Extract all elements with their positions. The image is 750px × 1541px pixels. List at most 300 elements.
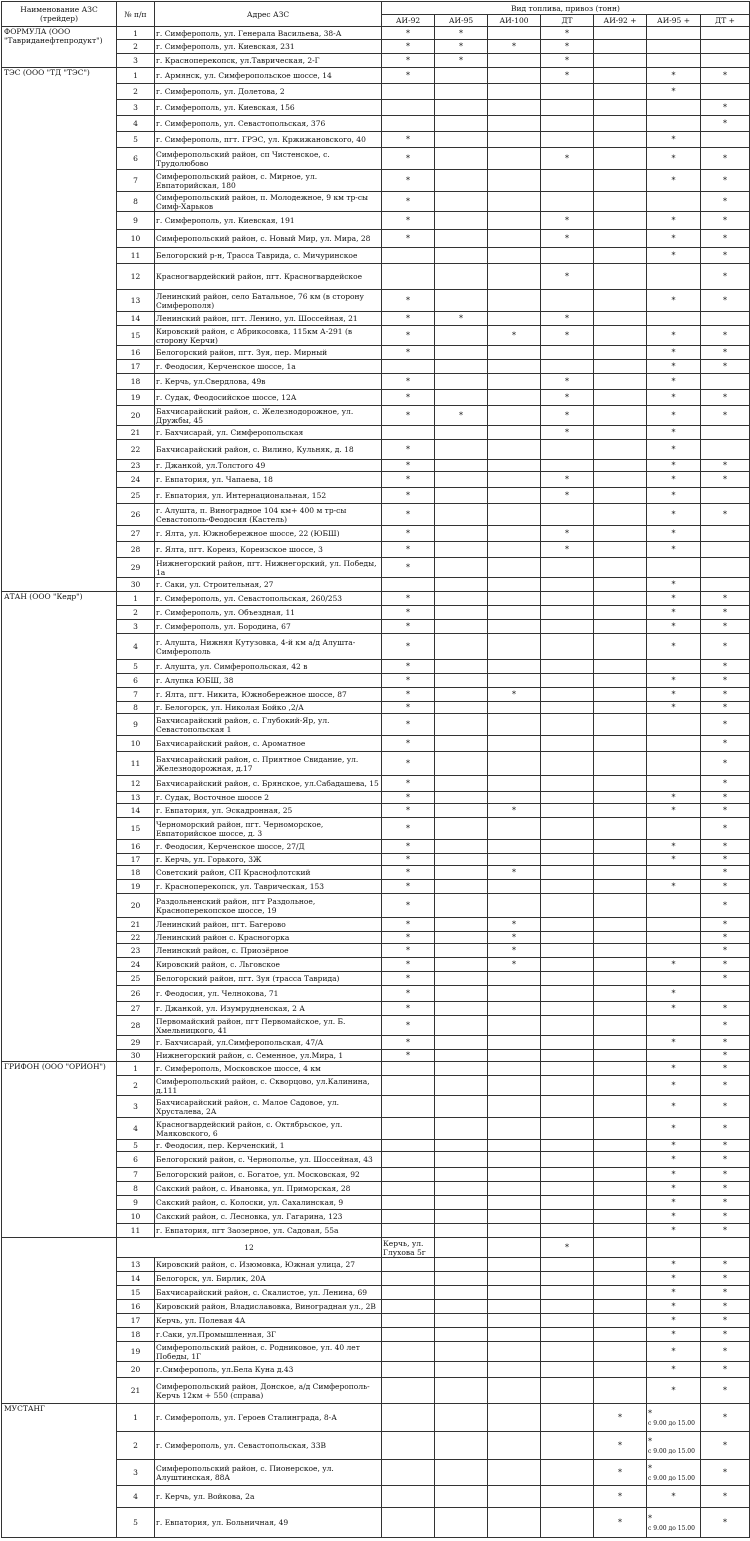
fuel-cell-2: [488, 792, 541, 804]
fuel-cell-0: *: [382, 894, 435, 918]
fuel-cell-3: [541, 460, 594, 472]
row-number: 5: [117, 1508, 155, 1538]
row-address: г. Евпатория, ул. Чапаева, 18: [155, 472, 382, 488]
row-number: 18: [117, 866, 155, 880]
fuel-cell-3: [541, 660, 594, 674]
fuel-cell-4: [594, 592, 647, 606]
operator-name: ГРИФОН (ООО "ОРИОН"): [2, 1062, 117, 1238]
fuel-cell-3: [541, 1140, 594, 1152]
fuel-cell-3: [541, 1182, 594, 1196]
fuel-cell-1: [435, 374, 488, 390]
fuel-cell-0: *: [382, 230, 435, 248]
fuel-cell-5: *: [647, 460, 701, 472]
table-body: [2, 27, 750, 1538]
fuel-cell-0: *: [382, 558, 435, 578]
fuel-cell-0: [382, 100, 435, 116]
operator-name: ТЭС (ООО "ТД "ТЭС"): [2, 68, 117, 592]
fuel-cell-2: [488, 1238, 541, 1258]
fuel-cell-2: [488, 1378, 541, 1404]
operator-name: ФОРМУЛА (ООО "Тавриданефтепродукт"): [2, 27, 117, 68]
fuel-cell-4: [594, 986, 647, 1002]
header-address: Адрес АЗС: [155, 2, 382, 27]
fuel-cell-0: *: [382, 880, 435, 894]
fuel-cell-2: [488, 840, 541, 854]
row-address: Кировский район, с. Изюмовка, Южная улица, 27: [155, 1258, 382, 1272]
fuel-cell-0: *: [382, 776, 435, 792]
fuel-cell-6: *: [701, 346, 750, 360]
row-address: Белогорский район, с. Чернополье, ул. Шоссейная, 43: [155, 1152, 382, 1168]
fuel-cell-1: [435, 1362, 488, 1378]
fuel-cell-3: [541, 1300, 594, 1314]
row-address: г. Алушта, ул. Симферопольская, 42 в: [155, 660, 382, 674]
row-number: 8: [117, 192, 155, 212]
row-number: 29: [117, 1036, 155, 1050]
fuel-cell-6: [701, 558, 750, 578]
fuel-cell-5: *: [647, 248, 701, 264]
fuel-cell-5: *: [647, 578, 701, 592]
fuel-cell-3: [541, 1258, 594, 1272]
row-address: г. Красноперекопск, ул. Таврическая, 153: [155, 880, 382, 894]
row-number: 7: [117, 170, 155, 192]
fuel-cell-2: [488, 100, 541, 116]
fuel-cell-2: [488, 558, 541, 578]
fuel-cell-4: [594, 1118, 647, 1140]
fuel-cell-3: [541, 1118, 594, 1140]
fuel-cell-5: [647, 866, 701, 880]
fuel-cell-2: [488, 1314, 541, 1328]
fuel-cell-2: [488, 986, 541, 1002]
fuel-cell-3: [541, 1378, 594, 1404]
fuel-cell-6: [701, 986, 750, 1002]
fuel-cell-0: [382, 1168, 435, 1182]
row-address: Ленинский район, село Батальное, 76 км (в сторону Симферополя): [155, 290, 382, 312]
row-address: Бахчисарайский район, с. Брянское, ул.Сабадашева, 15: [155, 776, 382, 792]
fuel-cell-0: *: [382, 702, 435, 714]
fuel-cell-5: *: [647, 488, 701, 504]
row-address: Кировский район, с Абрикосовка, 115км А-291 (в сторону Керчи): [155, 326, 382, 346]
fuel-cell-2: [488, 894, 541, 918]
fuel-cell-2: [488, 1076, 541, 1096]
fuel-cell-3: [541, 986, 594, 1002]
fuel-cell-1: [435, 1036, 488, 1050]
row-number: 19: [117, 880, 155, 894]
fuel-cell-3: [541, 1342, 594, 1362]
row-number: 4: [117, 634, 155, 660]
row-address: г. Евпатория, ул. Больничная, 49: [155, 1508, 382, 1538]
fuel-cell-6: *: [701, 1096, 750, 1118]
fuel-cell-4: [594, 1362, 647, 1378]
fuel-cell-5: *: [647, 148, 701, 170]
fuel-cell-6: *: [701, 1286, 750, 1300]
row-address: г.Саки, ул.Промышленная, 3Г: [155, 1328, 382, 1342]
row-address: г. Симферополь, ул. Долетова, 2: [155, 84, 382, 100]
fuel-cell-1: [435, 440, 488, 460]
fuel-cell-4: [594, 1300, 647, 1314]
row-address: Бахчисарайский район, с. Приятное Свидание, ул. Железнодорожная, д.17: [155, 752, 382, 776]
fuel-cell-3: *: [541, 472, 594, 488]
fuel-cell-2: [488, 1096, 541, 1118]
fuel-cell-5: *: [647, 440, 701, 460]
row-number: 7: [117, 1168, 155, 1182]
row-number: 3: [117, 100, 155, 116]
fuel-cell-1: [435, 504, 488, 526]
fuel-cell-1: [435, 818, 488, 840]
fuel-cell-6: [701, 312, 750, 326]
fuel-cell-1: [435, 932, 488, 944]
fuel-cell-5: [647, 932, 701, 944]
fuel-cell-0: *: [382, 752, 435, 776]
fuel-cell-3: [541, 1486, 594, 1508]
fuel-cell-1: *: [435, 312, 488, 326]
fuel-cell-1: [435, 1016, 488, 1036]
row-address: Бахчисарайский район, с. Глубокий-Яр, ул. Севастопольская 1: [155, 714, 382, 736]
fuel-cell-5: [647, 660, 701, 674]
fuel-cell-2: [488, 1362, 541, 1378]
row-address: Бахчисарайский район, с. Скалистое, ул. Ленина, 69: [155, 1286, 382, 1300]
fuel-cell-4: [594, 68, 647, 84]
fuel-cell-1: [435, 472, 488, 488]
fuel-cell-5: *: [647, 606, 701, 620]
fuel-cell-6: *: [701, 932, 750, 944]
fuel-cell-5: *: [647, 390, 701, 406]
fuel-cell-4: [594, 854, 647, 866]
table-row: [2, 592, 750, 606]
fuel-cell-3: [541, 840, 594, 854]
fuel-cell-2: *: [488, 688, 541, 702]
fuel-cell-4: [594, 1314, 647, 1328]
fuel-cell-2: [488, 248, 541, 264]
fuel-cell-4: [594, 1238, 647, 1258]
fuel-cell-3: *: [541, 390, 594, 406]
fuel-cell-4: [594, 248, 647, 264]
row-address: г. Феодосия, Керченское шоссе, 27/Д: [155, 840, 382, 854]
fuel-cell-2: [488, 426, 541, 440]
fuel-cell-1: [435, 804, 488, 818]
fuel-cell-2: [488, 504, 541, 526]
fuel-cell-5: *: [647, 1272, 701, 1286]
row-number: 16: [117, 1300, 155, 1314]
row-number: 15: [117, 1286, 155, 1300]
fuel-cell-0: *: [382, 986, 435, 1002]
fuel-cell-3: [541, 1272, 594, 1286]
fuel-cell-4: [594, 360, 647, 374]
fuel-cell-4: [594, 894, 647, 918]
row-address: Раздольненский район, пгт Раздольное, Красноперекопское шоссе, 19: [155, 894, 382, 918]
fuel-cell-3: *: [541, 426, 594, 440]
operator-name: МУСТАНГ: [2, 1404, 117, 1538]
row-number: 30: [117, 578, 155, 592]
fuel-cell-4: [594, 1140, 647, 1152]
fuel-cell-6: *: [701, 840, 750, 854]
row-address: г. Симферополь, ул. Объездная, 11: [155, 606, 382, 620]
fuel-cell-3: [541, 854, 594, 866]
fuel-cell-3: *: [541, 406, 594, 426]
fuel-cell-0: *: [382, 634, 435, 660]
row-number: 5: [117, 1140, 155, 1152]
fuel-cell-4: [594, 1062, 647, 1076]
fuel-cell-4: [594, 1096, 647, 1118]
fuel-cell-0: *: [382, 1016, 435, 1036]
fuel-cell-4: [594, 558, 647, 578]
fuel-cell-6: [701, 488, 750, 504]
fuel-cell-3: *: [541, 374, 594, 390]
fuel-cell-0: [382, 1272, 435, 1286]
fuel-cell-0: *: [382, 818, 435, 840]
fuel-cell-3: [541, 1432, 594, 1460]
fuel-cell-3: [541, 132, 594, 148]
fuel-cell-3: [541, 674, 594, 688]
row-number: 29: [117, 558, 155, 578]
fuel-cell-2: [488, 1210, 541, 1224]
fuel-cell-0: *: [382, 542, 435, 558]
fuel-cell-5: [647, 558, 701, 578]
fuel-cell-1: [435, 558, 488, 578]
fuel-cell-1: [435, 1460, 488, 1486]
row-address: г. Судак, Феодосийское шоссе, 12А: [155, 390, 382, 406]
fuel-cell-5: *: [647, 880, 701, 894]
fuel-cell-2: *: [488, 804, 541, 818]
fuel-cell-0: *: [382, 854, 435, 866]
fuel-cell-2: [488, 1182, 541, 1196]
fuel-cell-2: [488, 634, 541, 660]
row-address: г. Алушта, Нижняя Кутузовка, 4-й км а/д Алушта- Симферополь: [155, 634, 382, 660]
row-number: 17: [117, 1314, 155, 1328]
fuel-cell-3: *: [541, 1238, 594, 1258]
fuel-cell-1: [435, 1300, 488, 1314]
fuel-cell-5: *: [647, 1036, 701, 1050]
fuel-cell-4: [594, 606, 647, 620]
fuel-cell-0: [382, 1224, 435, 1238]
fuel-cell-2: [488, 54, 541, 68]
fuel-cell-4: [594, 1036, 647, 1050]
fuel-cell-4: [594, 488, 647, 504]
row-address: г. Белогорск, ул. Николая Бойко ,2/А: [155, 702, 382, 714]
fuel-cell-4: [594, 290, 647, 312]
fuel-cell-2: *: [488, 944, 541, 958]
fuel-cell-4: *: [594, 1432, 647, 1460]
row-address: Советский район, СП Краснофлотский: [155, 866, 382, 880]
fuel-cell-3: [541, 192, 594, 212]
fuel-cell-4: [594, 932, 647, 944]
row-address: Ленинский район, пгт. Багерово: [155, 918, 382, 932]
fuel-cell-0: [382, 248, 435, 264]
fuel-cell-0: [382, 1300, 435, 1314]
row-number: 1: [117, 27, 155, 40]
fuel-cell-1: *: [435, 406, 488, 426]
row-number: 25: [117, 972, 155, 986]
fuel-cell-0: *: [382, 27, 435, 40]
header-fuel-2: АИ-100: [488, 15, 541, 27]
fuel-cell-4: [594, 660, 647, 674]
fuel-cell-0: [382, 1062, 435, 1076]
fuel-cell-3: [541, 688, 594, 702]
fuel-cell-6: *: [701, 1182, 750, 1196]
fuel-cell-5: *: [647, 1002, 701, 1016]
fuel-cell-5: *: [647, 1076, 701, 1096]
fuel-cell-4: [594, 1152, 647, 1168]
fuel-cell-4: [594, 972, 647, 986]
fuel-cell-6: *: [701, 972, 750, 986]
row-number: 2: [117, 40, 155, 54]
row-number: 26: [117, 504, 155, 526]
fuel-cell-4: [594, 148, 647, 170]
row-address: г. Саки, ул. Строительная, 27: [155, 578, 382, 592]
row-number: 10: [117, 1210, 155, 1224]
fuel-cell-2: [488, 488, 541, 504]
fuel-cell-2: [488, 1508, 541, 1538]
fuel-cell-3: [541, 1508, 594, 1538]
fuel-cell-5: *: [647, 472, 701, 488]
fuel-cell-6: [701, 84, 750, 100]
row-address: Белогорский район, пгт. Зуя (трасса Таврида): [155, 972, 382, 986]
fuel-cell-1: [435, 542, 488, 558]
fuel-cell-0: [382, 1076, 435, 1096]
fuel-cell-6: *: [701, 230, 750, 248]
fuel-cell-1: [435, 944, 488, 958]
row-number: 18: [117, 1328, 155, 1342]
fuel-cell-4: [594, 460, 647, 472]
fuel-cell-4: [594, 736, 647, 752]
fuel-cell-2: [488, 440, 541, 460]
fuel-cell-1: [435, 1258, 488, 1272]
fuel-cell-2: [488, 346, 541, 360]
fuel-cell-1: [435, 688, 488, 702]
fuel-cell-5: *: [647, 1286, 701, 1300]
fuel-cell-6: *: [701, 776, 750, 792]
row-address: г.Симферополь, ул.Бела Куна д.43: [155, 1362, 382, 1378]
fuel-cell-0: [382, 360, 435, 374]
fuel-cell-6: *: [701, 688, 750, 702]
fuel-cell-4: [594, 866, 647, 880]
row-number: 6: [117, 1152, 155, 1168]
fuel-cell-4: *: [594, 1508, 647, 1538]
row-number: 12: [117, 264, 155, 290]
fuel-cell-5: *: [647, 374, 701, 390]
row-number: 12: [117, 1238, 382, 1258]
fuel-cell-3: [541, 792, 594, 804]
fuel-cell-2: [488, 1342, 541, 1362]
fuel-cell-6: *: [701, 504, 750, 526]
row-number: 14: [117, 1272, 155, 1286]
fuel-cell-2: [488, 1328, 541, 1342]
fuel-cell-2: [488, 702, 541, 714]
fuel-cell-6: *: [701, 880, 750, 894]
fuel-cell-4: [594, 804, 647, 818]
row-number: 3: [117, 1460, 155, 1486]
fuel-cell-6: [701, 27, 750, 40]
fuel-cell-6: *: [701, 918, 750, 932]
fuel-cell-6: *: [701, 1432, 750, 1460]
row-address: Бахчисарайский район, с. Малое Садовое, ул. Хрусталева, 2А: [155, 1096, 382, 1118]
fuel-cell-5: *: [647, 1258, 701, 1272]
row-address: г. Симферополь, пгт. ГРЭС, ул. Кржижановского, 40: [155, 132, 382, 148]
fuel-cell-3: *: [541, 68, 594, 84]
row-address: г. Симферополь, ул. Севастопольская, 260/253: [155, 592, 382, 606]
fuel-cell-0: *: [382, 312, 435, 326]
fuel-cell-6: *: [701, 472, 750, 488]
fuel-cell-6: [701, 54, 750, 68]
fuel-cell-4: [594, 1076, 647, 1096]
fuel-cell-6: *: [701, 1118, 750, 1140]
fuel-cell-0: [382, 1096, 435, 1118]
fuel-cell-6: [701, 440, 750, 460]
fuel-cell-6: *: [701, 1314, 750, 1328]
fuel-cell-1: [435, 660, 488, 674]
fuel-cell-6: *: [701, 1002, 750, 1016]
fuel-cell-0: [382, 1118, 435, 1140]
fuel-cell-1: *: [435, 27, 488, 40]
fuel-cell-3: *: [541, 230, 594, 248]
row-number: 14: [117, 312, 155, 326]
row-number: 6: [117, 674, 155, 688]
row-number: 30: [117, 1050, 155, 1062]
row-address: г. Симферополь, ул. Севастопольская, 33В: [155, 1432, 382, 1460]
row-address: Керчь, ул. Полевая 4А: [155, 1314, 382, 1328]
fuel-cell-4: [594, 714, 647, 736]
fuel-cell-3: [541, 558, 594, 578]
fuel-cell-4: [594, 54, 647, 68]
fuel-cell-0: *: [382, 290, 435, 312]
row-number: 3: [117, 1096, 155, 1118]
row-number: 27: [117, 526, 155, 542]
fuel-cell-5: *: [647, 804, 701, 818]
fuel-cell-5: [647, 894, 701, 918]
fuel-cell-3: [541, 880, 594, 894]
row-address: г. Симферополь, ул. Бородина, 67: [155, 620, 382, 634]
row-address: Симферопольский район, п. Молодежное, 9 км тр-сы Симф-Харьков: [155, 192, 382, 212]
fuel-cell-3: [541, 866, 594, 880]
table-row: [2, 1062, 750, 1076]
fuel-cell-6: *: [701, 1140, 750, 1152]
fuel-cell-4: [594, 792, 647, 804]
fuel-cell-5: *: [647, 702, 701, 714]
row-number: 10: [117, 736, 155, 752]
row-number: 4: [117, 1486, 155, 1508]
fuel-cell-5: *: [647, 1314, 701, 1328]
row-address: Симферопольский район, с. Мирное, ул. Евпаторийская, 180: [155, 170, 382, 192]
fuel-cell-6: [701, 1238, 750, 1258]
fuel-cell-1: [435, 736, 488, 752]
fuel-cell-2: [488, 360, 541, 374]
fuel-cell-0: [382, 1140, 435, 1152]
row-number: 20: [117, 894, 155, 918]
fuel-cell-6: [701, 40, 750, 54]
fuel-cell-6: [701, 132, 750, 148]
fuel-cell-5: *: [647, 1362, 701, 1378]
fuel-cell-0: *: [382, 606, 435, 620]
row-address: г. Симферополь, ул. Героев Сталинграда, 8-А: [155, 1404, 382, 1432]
fuel-cell-5: [647, 944, 701, 958]
fuel-cell-1: [435, 1182, 488, 1196]
fuel-cell-4: [594, 674, 647, 688]
fuel-cell-3: [541, 116, 594, 132]
fuel-cell-2: [488, 972, 541, 986]
fuel-cell-4: [594, 326, 647, 346]
table-row: [2, 68, 750, 84]
fuel-cell-6: *: [701, 1152, 750, 1168]
fuel-cell-2: *: [488, 40, 541, 54]
fuel-cell-1: [435, 752, 488, 776]
row-number: 2: [117, 1076, 155, 1096]
fuel-cell-1: [435, 674, 488, 688]
fuel-cell-6: [701, 374, 750, 390]
fuel-cell-1: [435, 390, 488, 406]
row-number: 16: [117, 840, 155, 854]
fuel-cell-2: [488, 714, 541, 736]
fuel-cell-4: [594, 526, 647, 542]
fuel-cell-4: [594, 918, 647, 932]
fuel-cell-4: [594, 1196, 647, 1210]
